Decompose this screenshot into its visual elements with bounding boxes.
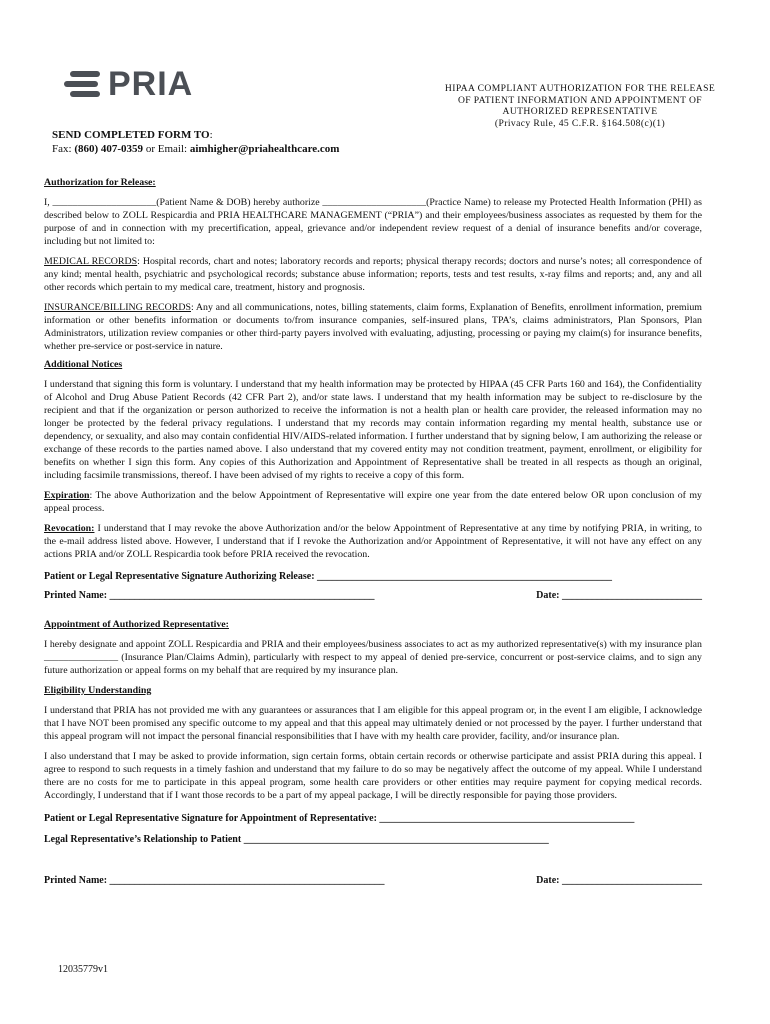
medical-records-label: MEDICAL RECORDS <box>44 256 138 267</box>
email-address: aimhigher@priahealthcare.com <box>189 143 340 155</box>
pria-logo-mark-icon <box>62 69 102 99</box>
appointment-signature-line[interactable]: Patient or Legal Representative Signature for Appointment of Representative: ___________________________________________________ <box>44 813 635 824</box>
medical-records-text: : Hospital records, chart and notes; laboratory records and reports; physical therapy records; doctors and nurse’s notes; all correspondence of any kind; mental health, psychiatric and psychological records; substance abuse information; reports, tests and test results, x-ray films and reports; and, any and all other records which pertain to my medical care, treatment, history and prognosis. <box>44 256 702 293</box>
release-printed-name-line[interactable]: Printed Name: _____________________________________________________ <box>44 590 375 601</box>
fax-number: (860) 407-0359 <box>74 143 144 155</box>
send-instructions: SEND COMPLETED FORM TO: Fax: (860) 407-0359 or Email: aimhigher@priahealthcare.com <box>52 129 340 155</box>
expiration-text: : The above Authorization and the below Appointment of Representative will expire one year from the date entered below OR upon conclusion of my appeal process. <box>44 490 702 514</box>
revocation-text: I understand that I may revoke the above Authorization and/or the below Appointment of Representative at any time by notifying PRIA, in writing, to the e-mail address listed above. However, I understand that if I revoke the Authorization and/or Appointment of Representative, it will not have any effect on any actions PRIA and/or ZOLL Respicardia took before PRIA received the revocation. <box>44 523 702 560</box>
form-title-line: AUTHORIZED REPRESENTATIVE <box>502 106 658 117</box>
form-title <box>420 83 740 129</box>
eligibility-paragraph-1: I understand that PRIA has not provided me with any guarantees or assurances that I am eligible for this appeal program or, in the event I am eligible, I acknowledge that I have NOT been promised any specific outcome to my appeal and that this appeal may ultimately denied or not processed by the payer. I further understand that this appeal program will not impact the personal financial responsibilities that I have with my health care provider, facility, and/or insurance plan. <box>44 705 702 742</box>
authorization-heading: Authorization for Release: <box>44 177 156 188</box>
insurance-records-paragraph <box>44 301 702 353</box>
expiration-paragraph <box>44 489 702 515</box>
revocation-paragraph <box>44 522 702 561</box>
form-body <box>44 176 702 887</box>
send-label: SEND COMPLETED FORM TO <box>52 129 210 141</box>
document-id: 12035779v1 <box>58 964 108 975</box>
insurance-records-text: : Any and all communications, notes, billing statements, claim forms, Explanation of Benefits, enrollment information, premium information or other benefits information or documents to/from insurance companies, self-insured plans, TPA’s, claims administrators, Plan Sponsors, Plan Administrators, utilization review companies or other third-party payers involved with evaluating, adjusting, processing or paying my claim(s) for insurance benefits, whether pre-service or post-service in nature. <box>44 302 702 352</box>
form-title-line: OF PATIENT INFORMATION AND APPOINTMENT OF <box>457 94 703 106</box>
pria-logo <box>62 66 193 102</box>
medical-records-paragraph <box>44 255 702 294</box>
authorization-paragraph: I, _____________________(Patient Name & DOB) hereby authorize _____________________(Practice Name) to release my Protected Health Information (PHI) as described below to ZOLL Respicardia and PRIA HEALTHCARE MANAGEMENT (“PRIA”) and their employees/business associates as requested by them for the purpose of and in connection with my precertification, appeal, grievance and/or independent review request of a denial of insurance benefits and/or coverage, including but not limited to: <box>44 197 702 247</box>
appointment-paragraph: I hereby designate and appoint ZOLL Respicardia and PRIA and their employees/business associates to act as my authorized representative(s) with my insurance plan _______________ (Insurance Plan/Claims Admin), particularly with respect to my appeal of denied pre-service, concurrent or post-service claims, and to sign any future authorization or appeal forms on my behalf that are required by my insurance plan. <box>44 639 702 676</box>
expiration-label: Expiration <box>44 490 90 501</box>
eligibility-heading: Eligibility Understanding <box>44 685 152 696</box>
insurance-records-label: INSURANCE/BILLING RECORDS <box>44 302 191 313</box>
logo-text: PRIA <box>108 65 194 103</box>
appointment-date-line[interactable]: Date: ____________________________ <box>536 875 702 886</box>
appointment-printed-name-line[interactable]: Printed Name: _______________________________________________________ <box>44 875 385 886</box>
form-title-line: HIPAA COMPLIANT AUTHORIZATION FOR THE RELEASE <box>444 83 716 94</box>
email-label: Email: <box>157 143 188 155</box>
fax-label: Fax: <box>52 143 72 155</box>
additional-notices-heading: Additional Notices <box>44 359 123 370</box>
appointment-heading: Appointment of Authorized Representative: <box>44 619 229 630</box>
form-title-citation: (Privacy Rule, 45 C.F.R. §164.508(c)(1) <box>494 117 666 129</box>
or-text: or <box>145 143 155 155</box>
revocation-label: Revocation: <box>44 523 95 534</box>
relationship-line[interactable]: Legal Representative’s Relationship to Patient _____________________________________________________________ <box>44 834 549 845</box>
release-date-line[interactable]: Date: ____________________________ <box>536 590 702 601</box>
release-signature-line[interactable]: Patient or Legal Representative Signature Authorizing Release: ___________________________________________________________ <box>44 571 613 582</box>
eligibility-paragraph-2: I also understand that I may be asked to provide information, sign certain forms, obtain certain records or otherwise participate and assist PRIA during this appeal. I agree to respond to such requests in a timely fashion and understand that my failure to do so may be negatively affect the outcome of my appeal. While I understand there are no costs for me to participate in this appeal program, some health care providers or other entities may require payment for copying medical records. Accordingly, I understand that if I want those records to be a part of my appeal package, I will be directly responsible for paying those providers. <box>44 751 702 801</box>
additional-notices-paragraph: I understand that signing this form is voluntary. I understand that my health information may be protected by HIPAA (45 CFR Parts 160 and 164), the Confidentiality of Alcohol and Drug Abuse Patient Records (42 CFR Part 2), and/or state laws. I understand that my health information may be subject to re-disclosure by the recipient and that if the organization or person authorized to receive the information is not a health plan or health care provider, the released information may no longer be protected by the federal privacy regulations. I understand that my records may contain information regarding my mental health, substance use or dependency, or sexuality, and also may contain confidential HIV/AIDS-related information. I further understand that by signing below, I am authorizing the release or exchange of these records to the parties named above. I also understand that my covered entity may not condition treatment, payment, enrollment, or eligibility for benefits on whether I sign this form. Any copies of this Authorization and Appointment of Representative shall be treated in all respects as though an original, including facsimile transmissions, thereof. I have been advised of my rights to receive a copy of this form. <box>44 379 702 481</box>
